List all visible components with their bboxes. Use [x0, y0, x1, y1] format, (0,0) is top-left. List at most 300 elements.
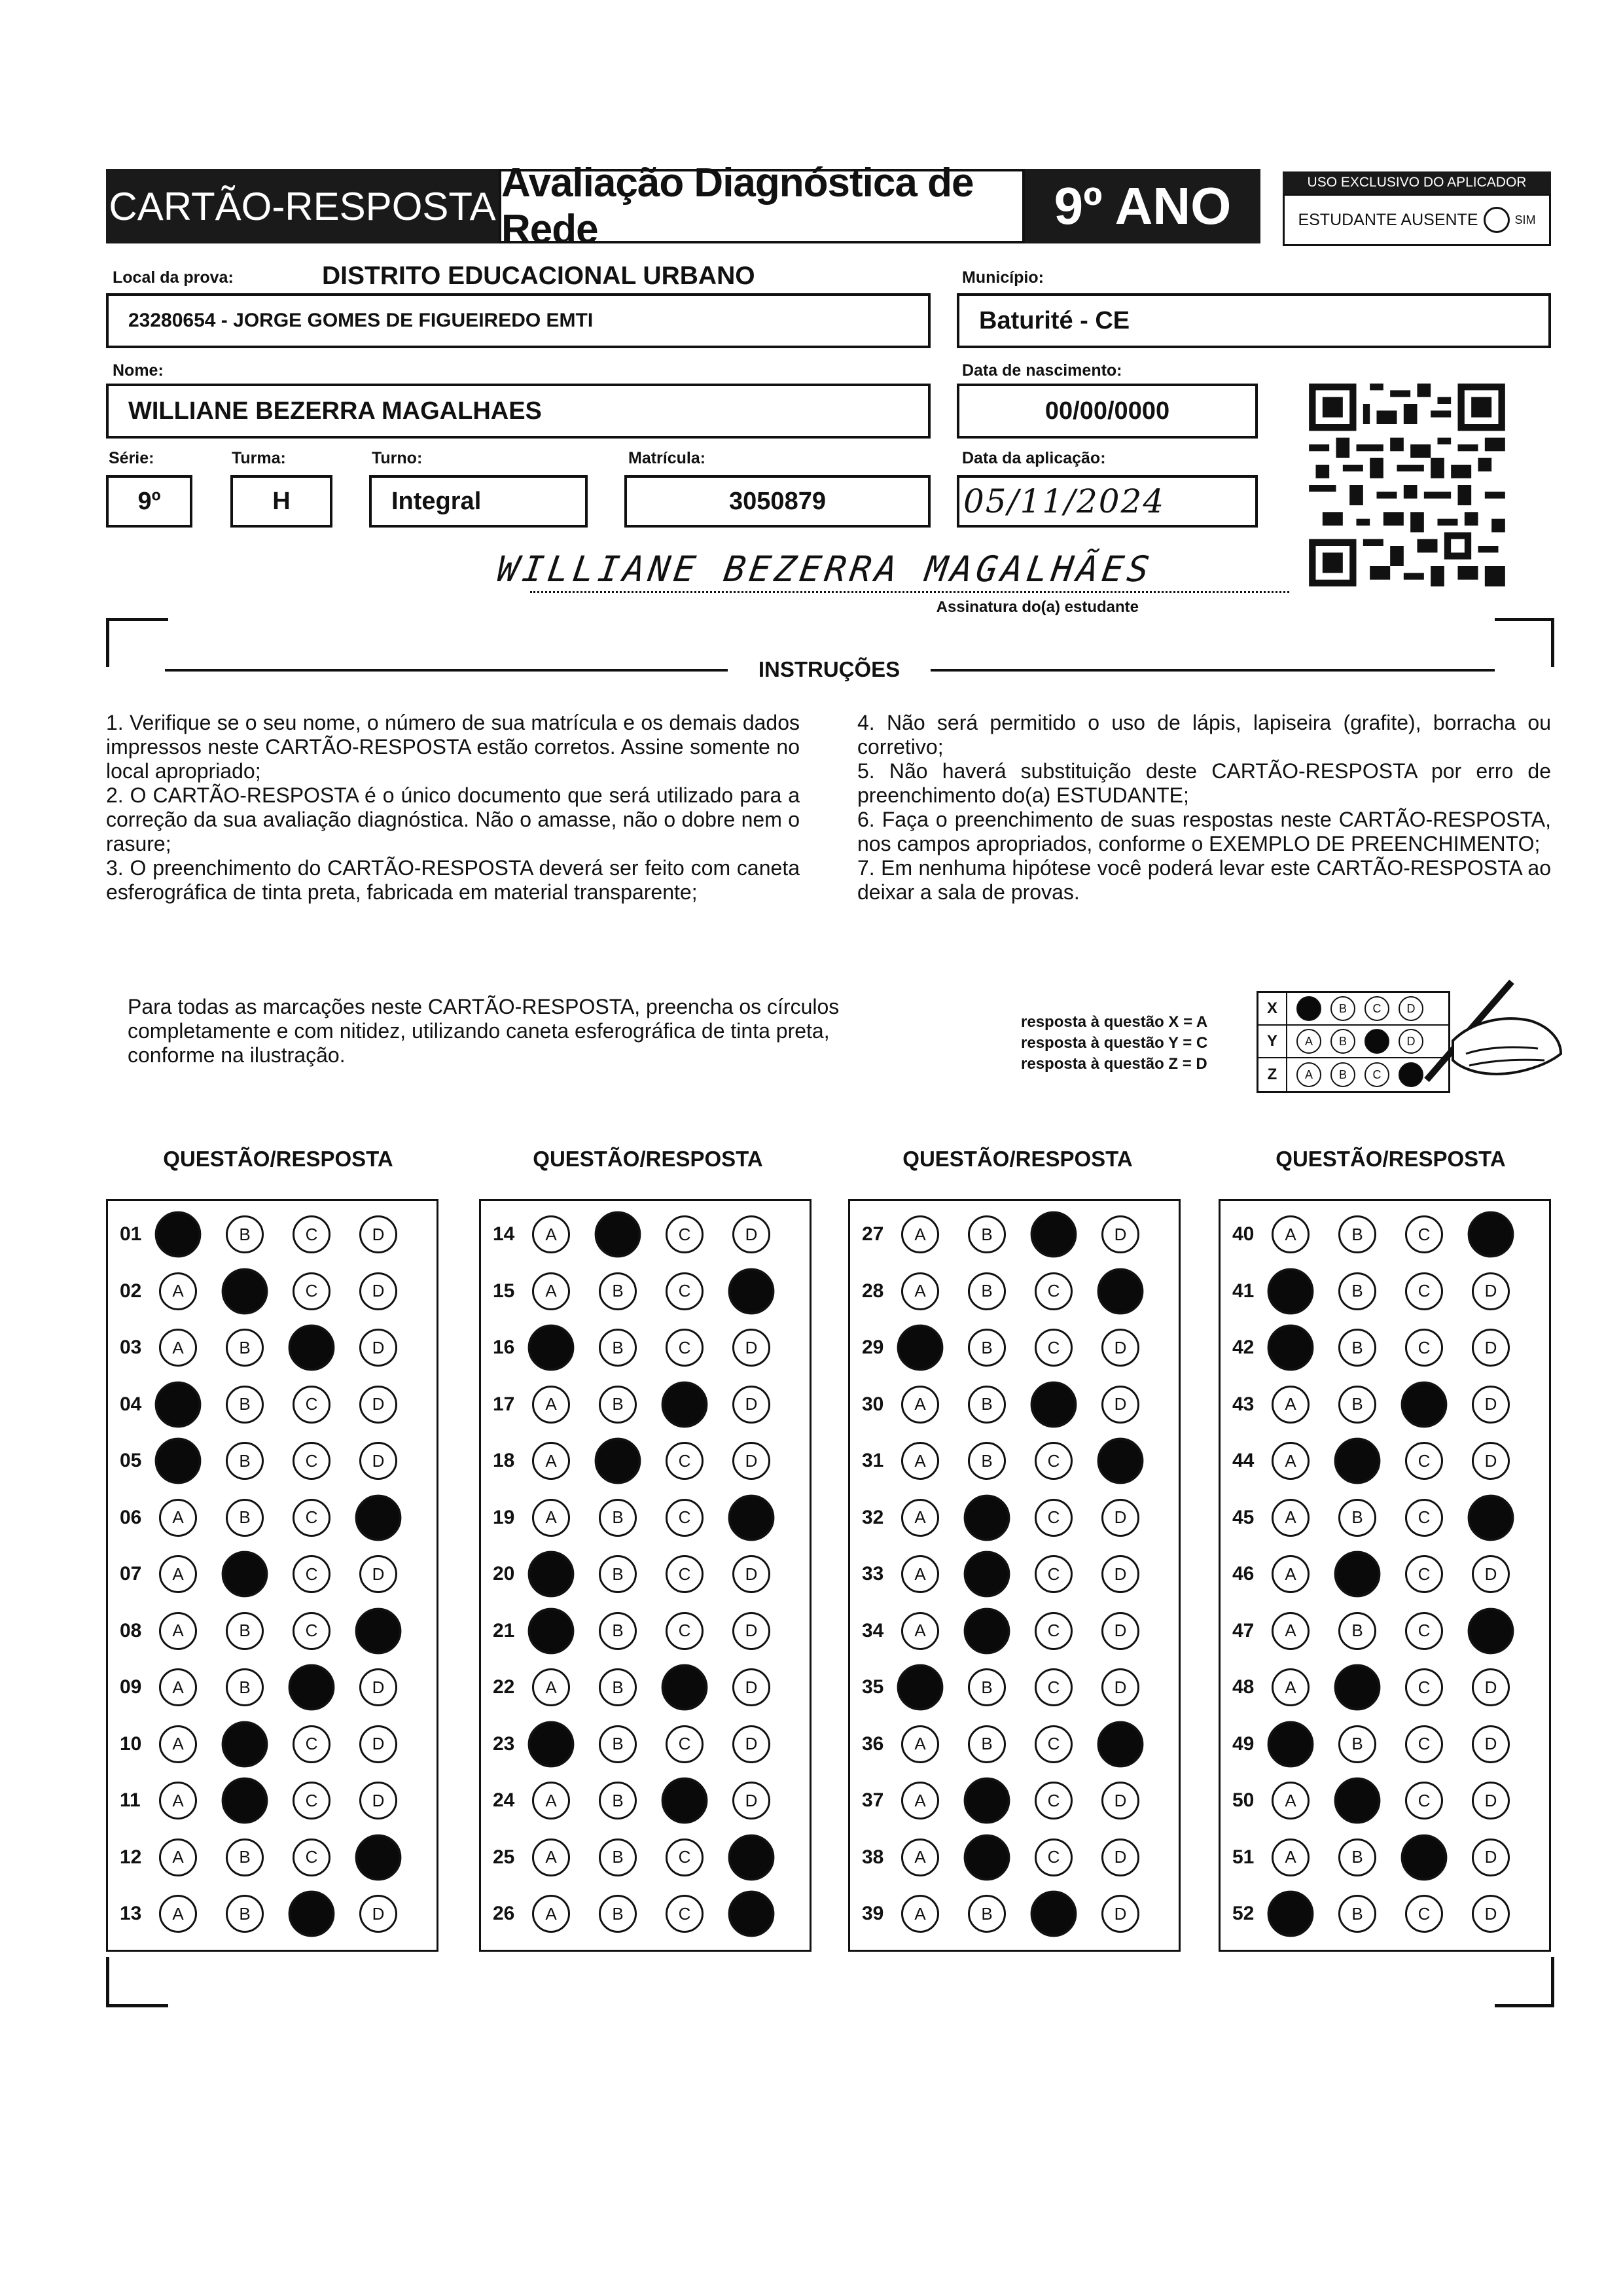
answer-bubble-b[interactable]: B [226, 1668, 264, 1706]
question-row [1221, 1433, 1539, 1489]
answer-bubble-d[interactable]: D [1101, 1895, 1139, 1933]
question-row [850, 1433, 1168, 1489]
answer-bubble-b[interactable] [1334, 1438, 1381, 1484]
qr-code [1309, 384, 1505, 586]
question-number: 30 [862, 1393, 884, 1415]
answer-bubble-d[interactable]: D [1101, 1499, 1139, 1537]
instruction-4: 4. Não será permitido o uso de lápis, lapiseira (grafite), borracha ou corretivo; [857, 711, 1551, 759]
answer-bubble-c[interactable]: C [1405, 1725, 1443, 1763]
answer-bubble-c[interactable]: C [666, 1499, 704, 1537]
answer-bubble-d[interactable] [1097, 1268, 1144, 1314]
answer-bubble-b[interactable]: B [226, 1839, 264, 1876]
answer-bubble-d[interactable]: D [1101, 1612, 1139, 1650]
question-number: 52 [1232, 1903, 1255, 1924]
answer-bubble-a[interactable] [155, 1438, 202, 1484]
answer-bubble-c[interactable]: C [1405, 1272, 1443, 1310]
question-number: 14 [493, 1223, 515, 1245]
answer-bubble-c[interactable] [1401, 1381, 1448, 1427]
answer-bubble-b[interactable]: B [968, 1272, 1006, 1310]
answer-bubble-a[interactable] [155, 1381, 202, 1427]
turno-label: Turno: [372, 449, 423, 467]
answer-bubble-b[interactable] [964, 1834, 1010, 1880]
answer-bubble-a[interactable] [155, 1211, 202, 1258]
answer-bubble-d[interactable]: D [359, 1782, 397, 1820]
answer-bubble-b[interactable]: B [968, 1725, 1006, 1763]
answer-bubble-c[interactable]: C [666, 1725, 704, 1763]
question-row [481, 1206, 799, 1263]
answer-bubble-d[interactable] [355, 1494, 402, 1541]
question-number: 23 [493, 1732, 515, 1755]
answer-bubble-d[interactable]: D [1101, 1839, 1139, 1876]
example-bubble-b: B [1330, 1029, 1355, 1054]
answer-bubble-a[interactable]: A [159, 1272, 197, 1310]
answer-bubble-c[interactable]: C [1035, 1329, 1073, 1367]
answer-bubble-a[interactable]: A [1272, 1386, 1310, 1424]
answer-bubble-c[interactable]: C [666, 1329, 704, 1367]
instructions-rule-right [931, 669, 1495, 672]
answer-column-4 [1219, 1199, 1551, 1952]
answer-bubble-a[interactable] [528, 1551, 575, 1598]
fill-instructions: Para todas as marcações neste CARTÃO-RESPOSTA, preencha os círculos completamente e com nitidez, utilizando caneta esferográfica de tinta preta, conforme na ilustração. [128, 995, 840, 1067]
answer-bubble-b[interactable]: B [599, 1555, 637, 1593]
answer-bubble-d[interactable]: D [1472, 1555, 1510, 1593]
answer-bubble-c[interactable]: C [293, 1499, 330, 1537]
answer-bubble-a[interactable]: A [159, 1329, 197, 1367]
answer-bubble-c[interactable]: C [293, 1612, 330, 1650]
answer-bubble-b[interactable]: B [599, 1499, 637, 1537]
answer-bubble-a[interactable]: A [159, 1555, 197, 1593]
answer-bubble-d[interactable]: D [359, 1442, 397, 1480]
answer-bubble-a[interactable]: A [1272, 1215, 1310, 1253]
answer-bubble-b[interactable]: B [599, 1612, 637, 1650]
answer-bubble-d[interactable]: D [732, 1215, 770, 1253]
question-row [1221, 1829, 1539, 1886]
answer-bubble-d[interactable]: D [732, 1725, 770, 1763]
question-row [481, 1490, 799, 1546]
answer-bubble-c[interactable] [1031, 1211, 1077, 1258]
signature-line [530, 591, 1289, 593]
answer-bubble-b[interactable] [222, 1268, 268, 1314]
question-row [1221, 1886, 1539, 1942]
answer-bubble-d[interactable]: D [1101, 1386, 1139, 1424]
answer-bubble-b[interactable] [595, 1211, 641, 1258]
answer-bubble-c[interactable]: C [1035, 1839, 1073, 1876]
example-bubble-b: B [1330, 1062, 1355, 1087]
answer-bubble-c[interactable]: C [293, 1782, 330, 1820]
answer-bubble-d[interactable]: D [359, 1272, 397, 1310]
answer-bubble-b[interactable]: B [599, 1839, 637, 1876]
instruction-7: 7. Em nenhuma hipótese você poderá levar este CARTÃO-RESPOSTA ao deixar a sala de provas. [857, 856, 1551, 904]
answer-bubble-b[interactable]: B [968, 1895, 1006, 1933]
answer-bubble-a[interactable] [1268, 1721, 1314, 1767]
answer-bubble-c[interactable]: C [293, 1839, 330, 1876]
answer-bubble-d[interactable] [355, 1607, 402, 1654]
answer-bubble-c[interactable]: C [1035, 1725, 1073, 1763]
question-row [1221, 1319, 1539, 1376]
question-number: 32 [862, 1506, 884, 1528]
answer-bubble-c[interactable] [662, 1778, 708, 1824]
answer-bubble-d[interactable] [1468, 1607, 1514, 1654]
answer-bubble-b[interactable]: B [599, 1782, 637, 1820]
answer-bubble-d[interactable]: D [1472, 1668, 1510, 1706]
answer-bubble-c[interactable]: C [293, 1442, 330, 1480]
answer-bubble-a[interactable] [528, 1325, 575, 1371]
answer-bubble-c[interactable]: C [1405, 1895, 1443, 1933]
question-number: 50 [1232, 1789, 1255, 1811]
example-bubble-d: D [1399, 1029, 1423, 1054]
answer-bubble-d[interactable] [728, 1494, 775, 1541]
question-number: 18 [493, 1450, 515, 1471]
question-row [1221, 1206, 1539, 1263]
answer-bubble-a[interactable]: A [159, 1782, 197, 1820]
matricula-field: 3050879 [624, 475, 931, 528]
question-row [1221, 1603, 1539, 1659]
question-number: 43 [1232, 1393, 1255, 1415]
answer-bubble-c[interactable] [662, 1664, 708, 1711]
question-row [1221, 1659, 1539, 1715]
question-number: 24 [493, 1789, 515, 1811]
answer-bubble-c[interactable]: C [666, 1612, 704, 1650]
answer-bubble-d[interactable]: D [1101, 1782, 1139, 1820]
answer-bubble-d[interactable]: D [359, 1668, 397, 1706]
answer-bubble-a[interactable]: A [532, 1839, 570, 1876]
answer-bubble-a[interactable]: A [901, 1612, 939, 1650]
answer-bubble-c[interactable] [662, 1381, 708, 1427]
answer-bubble-d[interactable]: D [359, 1386, 397, 1424]
answer-bubble-a[interactable] [1268, 1268, 1314, 1314]
answer-bubble-b[interactable]: B [1338, 1215, 1376, 1253]
question-number: 47 [1232, 1619, 1255, 1641]
answer-bubble-a[interactable]: A [532, 1782, 570, 1820]
answer-bubble-a[interactable]: A [901, 1555, 939, 1593]
question-number: 02 [120, 1280, 142, 1302]
answer-bubble-a[interactable]: A [901, 1499, 939, 1537]
answer-bubble-b[interactable] [222, 1551, 268, 1598]
answer-bubble-a[interactable]: A [159, 1895, 197, 1933]
answer-bubble-b[interactable]: B [1338, 1272, 1376, 1310]
answer-bubble-d[interactable]: D [732, 1329, 770, 1367]
answer-bubble-d[interactable] [1468, 1211, 1514, 1258]
answer-bubble-c[interactable]: C [293, 1386, 330, 1424]
answer-bubble-c[interactable]: C [1035, 1442, 1073, 1480]
answer-bubble-d[interactable] [728, 1834, 775, 1880]
answer-bubble-a[interactable]: A [901, 1442, 939, 1480]
answer-bubble-c[interactable]: C [666, 1272, 704, 1310]
answer-bubble-c[interactable]: C [1035, 1612, 1073, 1650]
answer-bubble-d[interactable]: D [359, 1215, 397, 1253]
answer-bubble-c[interactable]: C [293, 1725, 330, 1763]
answer-bubble-a[interactable]: A [1272, 1668, 1310, 1706]
answer-bubble-a[interactable]: A [1272, 1782, 1310, 1820]
answer-bubble-b[interactable]: B [226, 1386, 264, 1424]
applicator-heading: USO EXCLUSIVO DO APLICADOR [1283, 171, 1551, 194]
question-number: 27 [862, 1223, 884, 1245]
answer-bubble-b[interactable] [1334, 1664, 1381, 1711]
question-number: 31 [862, 1450, 884, 1471]
answer-bubble-b[interactable]: B [1338, 1612, 1376, 1650]
question-number: 05 [120, 1450, 142, 1471]
answer-bubble-c[interactable]: C [1405, 1442, 1443, 1480]
answer-bubble-d[interactable]: D [1472, 1895, 1510, 1933]
question-number: 17 [493, 1393, 515, 1415]
answer-bubble-b[interactable] [222, 1778, 268, 1824]
answer-bubble-b[interactable] [595, 1438, 641, 1484]
answer-bubble-d[interactable] [728, 1268, 775, 1314]
answer-bubble-c[interactable]: C [1405, 1782, 1443, 1820]
answer-bubble-a[interactable] [897, 1664, 944, 1711]
question-row [481, 1716, 799, 1772]
answer-bubble-b[interactable]: B [226, 1442, 264, 1480]
question-row [1221, 1263, 1539, 1319]
answer-bubble-b[interactable]: B [1338, 1329, 1376, 1367]
answer-bubble-d[interactable]: D [732, 1442, 770, 1480]
answer-bubble-a[interactable]: A [159, 1612, 197, 1650]
question-row [850, 1206, 1168, 1263]
answer-bubble-d[interactable]: D [359, 1725, 397, 1763]
answer-bubble-d[interactable] [1468, 1494, 1514, 1541]
card-title: CARTÃO-RESPOSTA [106, 169, 499, 243]
answer-bubble-c[interactable]: C [1405, 1499, 1443, 1537]
answer-bubble-b[interactable]: B [599, 1725, 637, 1763]
answer-bubble-b[interactable]: B [226, 1612, 264, 1650]
answer-bubble-b[interactable]: B [599, 1272, 637, 1310]
question-number: 03 [120, 1336, 142, 1358]
grid-heading-4: QUESTÃO/RESPOSTA [1275, 1147, 1506, 1171]
question-number: 38 [862, 1846, 884, 1868]
answer-bubble-a[interactable]: A [159, 1839, 197, 1876]
question-row [850, 1772, 1168, 1829]
example-bubble-a: A [1296, 1062, 1321, 1087]
question-row [850, 1659, 1168, 1715]
question-row [108, 1603, 426, 1659]
answer-bubble-b[interactable]: B [1338, 1725, 1376, 1763]
answer-bubble-b[interactable]: B [599, 1895, 637, 1933]
answer-bubble-a[interactable]: A [901, 1782, 939, 1820]
answer-bubble-a[interactable]: A [1272, 1499, 1310, 1537]
answer-bubble-c[interactable]: C [666, 1442, 704, 1480]
question-row [1221, 1546, 1539, 1602]
answer-bubble-a[interactable]: A [532, 1499, 570, 1537]
answer-bubble-b[interactable]: B [1338, 1839, 1376, 1876]
answer-bubble-c[interactable]: C [1405, 1329, 1443, 1367]
question-number: 51 [1232, 1846, 1255, 1868]
example-bubble-d: D [1399, 996, 1423, 1021]
question-number: 21 [493, 1619, 515, 1641]
answer-bubble-a[interactable] [1268, 1325, 1314, 1371]
answer-bubble-d[interactable]: D [1472, 1329, 1510, 1367]
answer-bubble-b[interactable]: B [226, 1895, 264, 1933]
answer-bubble-d[interactable]: D [732, 1612, 770, 1650]
answer-bubble-c[interactable] [1401, 1834, 1448, 1880]
answer-bubble-c[interactable]: C [1405, 1215, 1443, 1253]
serie-label: Série: [109, 449, 154, 467]
question-row [481, 1603, 799, 1659]
nome-field: WILLIANE BEZERRA MAGALHAES [106, 384, 931, 439]
instruction-5: 5. Não haverá substituição deste CARTÃO-RESPOSTA por erro de preenchimento do(a) ESTUDANTE; [857, 759, 1551, 807]
answer-bubble-b[interactable] [1334, 1778, 1381, 1824]
answer-bubble-c[interactable]: C [1035, 1272, 1073, 1310]
answer-bubble-a[interactable]: A [1272, 1839, 1310, 1876]
answer-bubble-d[interactable]: D [359, 1895, 397, 1933]
answer-bubble-a[interactable]: A [901, 1895, 939, 1933]
answer-bubble-c[interactable]: C [293, 1215, 330, 1253]
answer-bubble-c[interactable]: C [1035, 1782, 1073, 1820]
answer-bubble-c[interactable]: C [666, 1839, 704, 1876]
answer-bubble-b[interactable]: B [968, 1442, 1006, 1480]
answer-bubble-b[interactable] [964, 1607, 1010, 1654]
answer-bubble-d[interactable]: D [1472, 1272, 1510, 1310]
answer-bubble-d[interactable] [1097, 1438, 1144, 1484]
aplicacao-label: Data da aplicação: [962, 449, 1106, 467]
answer-bubble-d[interactable]: D [1101, 1215, 1139, 1253]
answer-bubble-d[interactable]: D [359, 1329, 397, 1367]
answer-bubble-a[interactable]: A [1272, 1555, 1310, 1593]
question-number: 45 [1232, 1506, 1255, 1528]
question-row [108, 1319, 426, 1376]
example-row-label: Z [1258, 1058, 1287, 1091]
question-number: 25 [493, 1846, 515, 1868]
answer-bubble-a[interactable]: A [159, 1725, 197, 1763]
answer-bubble-a[interactable]: A [532, 1895, 570, 1933]
question-number: 44 [1232, 1450, 1255, 1471]
answer-bubble-a[interactable] [897, 1325, 944, 1371]
answer-bubble-d[interactable]: D [1472, 1782, 1510, 1820]
question-row [1221, 1376, 1539, 1433]
answer-bubble-c[interactable]: C [1035, 1555, 1073, 1593]
answer-bubble-a[interactable]: A [159, 1499, 197, 1537]
answer-bubble-c[interactable]: C [1405, 1555, 1443, 1593]
turno-field: Integral [369, 475, 588, 528]
question-row [108, 1490, 426, 1546]
answer-bubble-b[interactable]: B [226, 1499, 264, 1537]
answer-bubble-b[interactable]: B [226, 1329, 264, 1367]
answer-bubble-c[interactable] [289, 1325, 335, 1371]
answer-bubble-a[interactable]: A [901, 1386, 939, 1424]
answer-bubble-d[interactable]: D [359, 1555, 397, 1593]
answer-bubble-a[interactable]: A [532, 1442, 570, 1480]
absent-label: ESTUDANTE AUSENTE [1298, 210, 1478, 229]
answer-bubble-c[interactable]: C [293, 1272, 330, 1310]
question-row [108, 1659, 426, 1715]
answer-bubble-b[interactable] [964, 1551, 1010, 1598]
aplicacao-field[interactable]: 05/11/2024 [957, 475, 1258, 528]
answer-bubble-d[interactable]: D [732, 1386, 770, 1424]
question-number: 13 [120, 1903, 142, 1924]
answer-bubble-d[interactable] [728, 1891, 775, 1937]
answer-bubble-c[interactable]: C [1035, 1499, 1073, 1537]
answer-bubble-b[interactable]: B [1338, 1386, 1376, 1424]
answer-bubble-a[interactable]: A [532, 1668, 570, 1706]
answer-bubble-b[interactable]: B [968, 1668, 1006, 1706]
example-key-y: resposta à questão Y = C [1021, 1034, 1208, 1052]
answer-bubble-a[interactable]: A [901, 1215, 939, 1253]
answer-bubble-c[interactable]: C [1035, 1668, 1073, 1706]
grade-year: 9º ANO [1025, 169, 1260, 243]
answer-bubble-b[interactable] [222, 1721, 268, 1767]
answer-bubble-c[interactable]: C [293, 1555, 330, 1593]
question-number: 20 [493, 1563, 515, 1585]
answer-bubble-d[interactable]: D [1472, 1386, 1510, 1424]
answer-bubble-a[interactable] [1268, 1891, 1314, 1937]
answer-bubble-b[interactable]: B [599, 1386, 637, 1424]
answer-bubble-c[interactable]: C [666, 1555, 704, 1593]
answer-bubble-b[interactable] [964, 1778, 1010, 1824]
question-number: 37 [862, 1789, 884, 1811]
question-number: 16 [493, 1336, 515, 1358]
answer-bubble-c[interactable] [289, 1664, 335, 1711]
answer-bubble-d[interactable]: D [732, 1668, 770, 1706]
municipio-label: Município: [962, 268, 1044, 287]
answer-bubble-c[interactable] [1031, 1381, 1077, 1427]
answer-bubble-c[interactable]: C [1405, 1668, 1443, 1706]
instructions-rule-left [165, 669, 728, 672]
answer-bubble-d[interactable]: D [1472, 1725, 1510, 1763]
answer-bubble-c[interactable]: C [1405, 1612, 1443, 1650]
answer-bubble-b[interactable]: B [968, 1386, 1006, 1424]
answer-bubble-d[interactable]: D [1472, 1839, 1510, 1876]
answer-bubble-a[interactable]: A [532, 1215, 570, 1253]
answer-bubble-a[interactable]: A [532, 1272, 570, 1310]
example-bubble-a [1296, 996, 1321, 1021]
answer-bubble-b[interactable]: B [968, 1215, 1006, 1253]
question-row [481, 1659, 799, 1715]
answer-bubble-b[interactable] [1334, 1551, 1381, 1598]
answer-bubble-a[interactable]: A [901, 1272, 939, 1310]
question-number: 40 [1232, 1223, 1255, 1245]
turma-field: H [230, 475, 332, 528]
question-row [1221, 1490, 1539, 1546]
example-bubble-a: A [1296, 1029, 1321, 1054]
question-row [108, 1829, 426, 1886]
answer-bubble-c[interactable]: C [666, 1215, 704, 1253]
answer-bubble-a[interactable]: A [901, 1839, 939, 1876]
answer-bubble-b[interactable] [964, 1494, 1010, 1541]
answer-bubble-d[interactable]: D [1472, 1442, 1510, 1480]
answer-bubble-b[interactable]: B [1338, 1499, 1376, 1537]
answer-bubble-a[interactable]: A [1272, 1442, 1310, 1480]
question-row [108, 1263, 426, 1319]
answer-bubble-d[interactable]: D [1101, 1555, 1139, 1593]
answer-bubble-d[interactable]: D [732, 1555, 770, 1593]
answer-bubble-c[interactable] [1031, 1891, 1077, 1937]
answer-bubble-b[interactable]: B [599, 1329, 637, 1367]
question-number: 10 [120, 1732, 142, 1755]
question-row [108, 1433, 426, 1489]
question-row [1221, 1716, 1539, 1772]
answer-column-2 [479, 1199, 812, 1952]
answer-bubble-a[interactable] [528, 1607, 575, 1654]
answer-bubble-c[interactable] [289, 1891, 335, 1937]
answer-bubble-c[interactable]: C [666, 1895, 704, 1933]
answer-bubble-b[interactable]: B [226, 1215, 264, 1253]
answer-bubble-a[interactable]: A [159, 1668, 197, 1706]
answer-bubble-d[interactable]: D [732, 1782, 770, 1820]
answer-bubble-d[interactable] [1097, 1721, 1144, 1767]
absent-checkbox[interactable] [1484, 207, 1510, 233]
question-number: 39 [862, 1903, 884, 1924]
answer-bubble-d[interactable]: D [1101, 1668, 1139, 1706]
answer-bubble-b[interactable]: B [599, 1668, 637, 1706]
question-row [481, 1772, 799, 1829]
answer-bubble-a[interactable]: A [901, 1725, 939, 1763]
answer-bubble-d[interactable] [355, 1834, 402, 1880]
answer-bubble-d[interactable]: D [1101, 1329, 1139, 1367]
answer-bubble-b[interactable]: B [1338, 1895, 1376, 1933]
answer-bubble-a[interactable] [528, 1721, 575, 1767]
answer-bubble-a[interactable]: A [1272, 1612, 1310, 1650]
answer-bubble-a[interactable]: A [532, 1386, 570, 1424]
answer-bubble-b[interactable]: B [968, 1329, 1006, 1367]
